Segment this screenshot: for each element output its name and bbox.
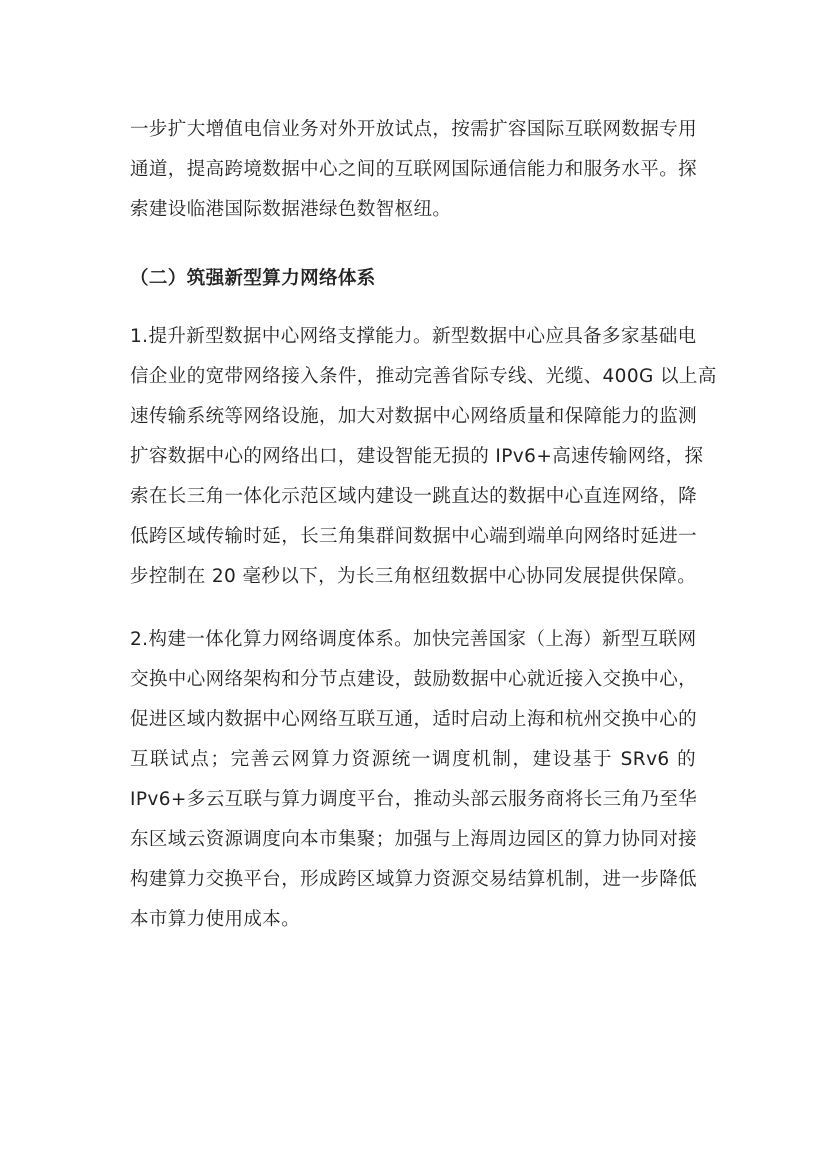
- text-line: 低跨区域传输时延，长三角集群间数据中心端到端单向网络时延进一: [130, 526, 698, 547]
- intro-paragraph: [130, 110, 696, 230]
- text-line: 2.构建一体化算力网络调度体系。加快完善国家（上海）新型互联网: [130, 629, 697, 650]
- paragraph-2: [130, 620, 696, 940]
- text-line: 速传输系统等网络设施，加大对数据中心网络质量和保障能力的监测: [130, 406, 698, 427]
- text-line: 本市算力使用成本。: [130, 909, 301, 930]
- text-line: IPv6+多云互联与算力调度平台，推动头部云服务商将长三角乃至华: [130, 789, 698, 810]
- text-line: 1.提升新型数据中心网络支撑能力。新型数据中心应具备多家基础电: [130, 326, 697, 347]
- text-line: 交换中心网络架构和分节点建设，鼓励数据中心就近接入交换中心，: [130, 669, 698, 690]
- text-line: 互联试点；完善云网算力资源统一调度机制，建设基于 SRv6 的: [130, 749, 696, 770]
- text-line: 一步扩大增值电信业务对外开放试点，按需扩容国际互联网数据专用: [130, 119, 698, 140]
- text-line: 索在长三角一体化示范区域内建设一跳直达的数据中心直连网络，降: [130, 486, 698, 507]
- text-line: 通道，提高跨境数据中心之间的互联网国际通信能力和服务水平。探: [130, 159, 698, 180]
- paragraph-1: [130, 317, 717, 597]
- text-line: 扩容数据中心的网络出口，建设智能无损的 IPv6+高速传输网络，探: [130, 446, 704, 467]
- section-heading: （二）筑强新型算力网络体系: [130, 268, 376, 289]
- text-line: 促进区域内数据中心网络互联互通，适时启动上海和杭州交换中心的: [130, 709, 698, 730]
- text-line: 步控制在 20 毫秒以下，为长三角枢纽数据中心协同发展提供保障。: [130, 566, 697, 587]
- text-line: 信企业的宽带网络接入条件，推动完善省际专线、光缆、400G 以上高: [130, 366, 717, 387]
- text-line: 东区域云资源调度向本市集聚；加强与上海周边园区的算力协同对接: [130, 829, 698, 850]
- text-line: 构建算力交换平台，形成跨区域算力资源交易结算机制，进一步降低: [130, 869, 698, 890]
- text-line: 索建设临港国际数据港绿色数智枢纽。: [130, 199, 452, 220]
